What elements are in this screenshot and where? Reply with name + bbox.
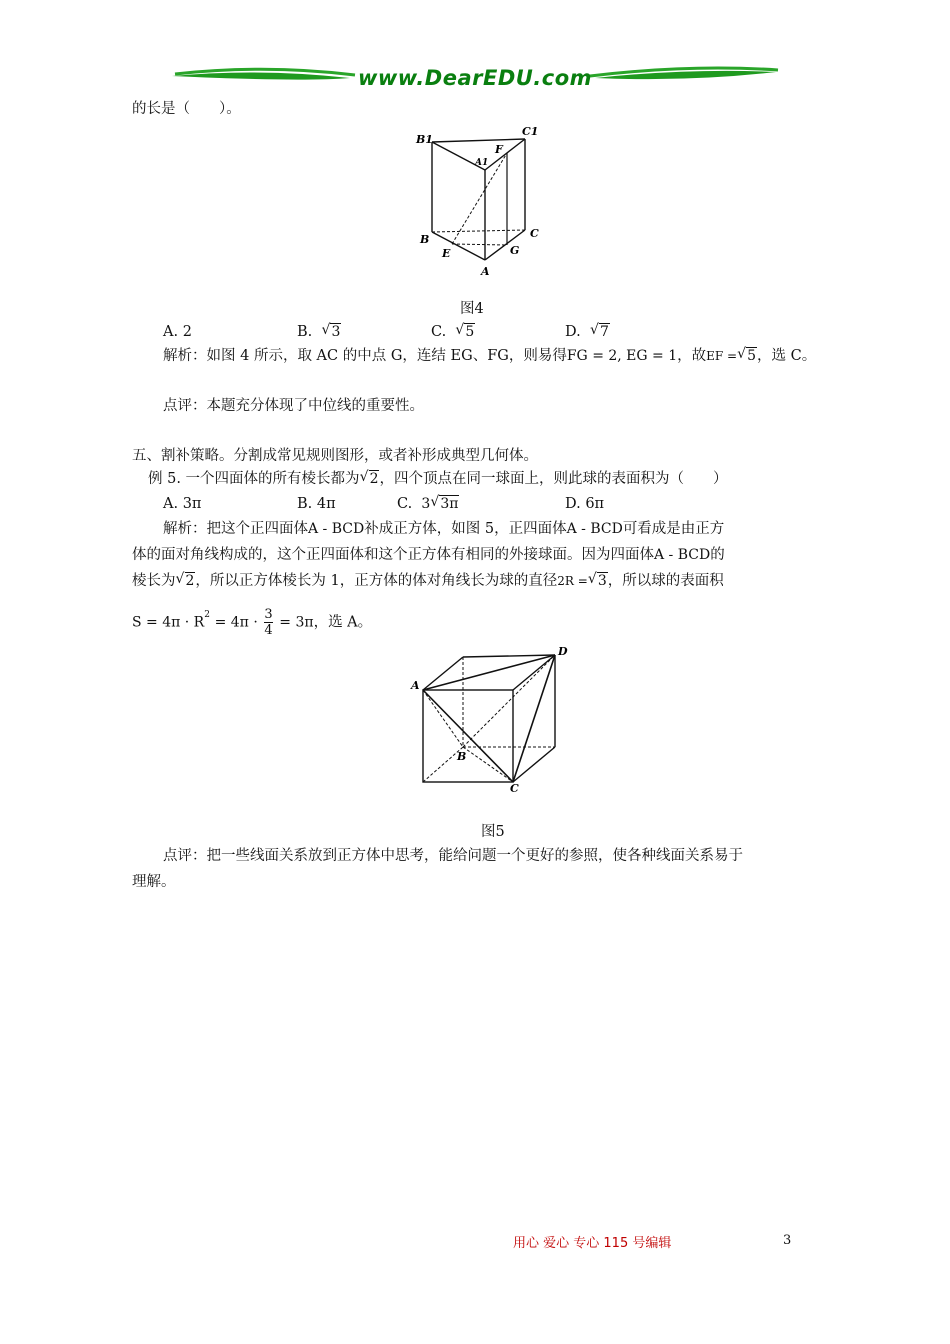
edge-a1c1: [485, 139, 525, 170]
q4-analysis: 解析：如图 4 所示，取 AC 的中点 G，连结 EG、FG，则易得FG = 2, EG = 1，故EF = √ 5，选 C。: [163, 346, 817, 364]
label-e: E: [442, 247, 451, 260]
label-b: B: [457, 750, 467, 763]
q4-option-c: C. √ 5: [431, 322, 475, 340]
label-a1: A1: [475, 158, 489, 168]
label-b1: B1: [416, 133, 433, 146]
label-b: B: [420, 233, 430, 246]
q4-option-a: A. 2: [163, 324, 192, 340]
ex5-option-a: A. 3π: [163, 496, 202, 512]
q4-option-d: D. √ 7: [565, 322, 609, 340]
page-number: 3: [783, 1233, 792, 1248]
ex5-comment-line2: 理解。: [132, 874, 176, 890]
q4-stem-tail: 的长是（ ）。: [132, 101, 241, 117]
example-5-stem: 例 5. 一个四面体的所有棱长都为 √ 2，四个顶点在同一球面上，则此球的表面积为（ ）: [148, 469, 728, 487]
q4-comment: 点评：本题充分体现了中位线的重要性。: [163, 398, 424, 414]
ex5-analysis-line2: 体的面对角线构成的，这个正四面体和这个正方体有相同的外接球面。因为四面体A - BCD的: [132, 547, 725, 563]
q4-option-b: B. √ 3: [297, 322, 341, 340]
footer-motto: 用心 爱心 专心 115 号编辑: [513, 1236, 672, 1251]
label-d: D: [558, 645, 568, 658]
site-logo[interactable]: www.DearEDU.com: [357, 66, 593, 90]
tetra-edge-bc: [463, 747, 513, 782]
edge-b1c1: [432, 139, 525, 142]
label-c: C: [530, 227, 539, 240]
ex5-analysis-line4: $S = 4\pi \cdot R^2 = 4\pi$ · $\frac{3}{4}$ = 3π，选 A。: [132, 607, 373, 638]
label-c1: C1: [522, 125, 539, 138]
section-5-heading: 五、割补策略。分割成常见规则图形，或者补形成典型几何体。: [132, 448, 538, 464]
tetra-edge-dc: [513, 655, 555, 782]
label-c: C: [510, 782, 519, 795]
figure-4-caption: 图4: [460, 301, 484, 317]
ex5-option-d: D. 6π: [565, 496, 605, 512]
label-g: G: [510, 244, 520, 257]
ex5-analysis-line3: 棱长为 √ 2，所以正方体棱长为 1，正方体的体对角线长为球的直径2R = √ 3，所以球的表面积: [132, 571, 724, 589]
tetra-edge-ad: [423, 655, 555, 690]
tetra-edge-ac: [423, 690, 513, 782]
edge-ba: [432, 232, 485, 260]
ex5-option-b: B. 4π: [297, 496, 336, 512]
tetra-edge-bd: [463, 655, 555, 747]
segment-eg: [452, 244, 507, 245]
edge-bc-hidden: [432, 230, 525, 232]
tetra-edge-ab: [423, 690, 463, 747]
label-f: F: [495, 143, 503, 156]
ex5-analysis-line1: 解析：把这个正四面体A - BCD补成正方体，如图 5，正四面体A - BCD可看成是由正方: [163, 521, 725, 537]
label-a: A: [481, 265, 490, 278]
figure-4-prism: [410, 125, 560, 285]
label-a: A: [411, 679, 420, 692]
ex5-comment-line1: 点评：把一些线面关系放到正方体中思考，能给问题一个更好的参照，使各种线面关系易于: [163, 848, 743, 864]
ex5-option-c: C. 3 √ 3π: [397, 494, 459, 512]
figure-5-caption: 图5: [481, 824, 505, 840]
figure-5-cube: [408, 645, 578, 795]
